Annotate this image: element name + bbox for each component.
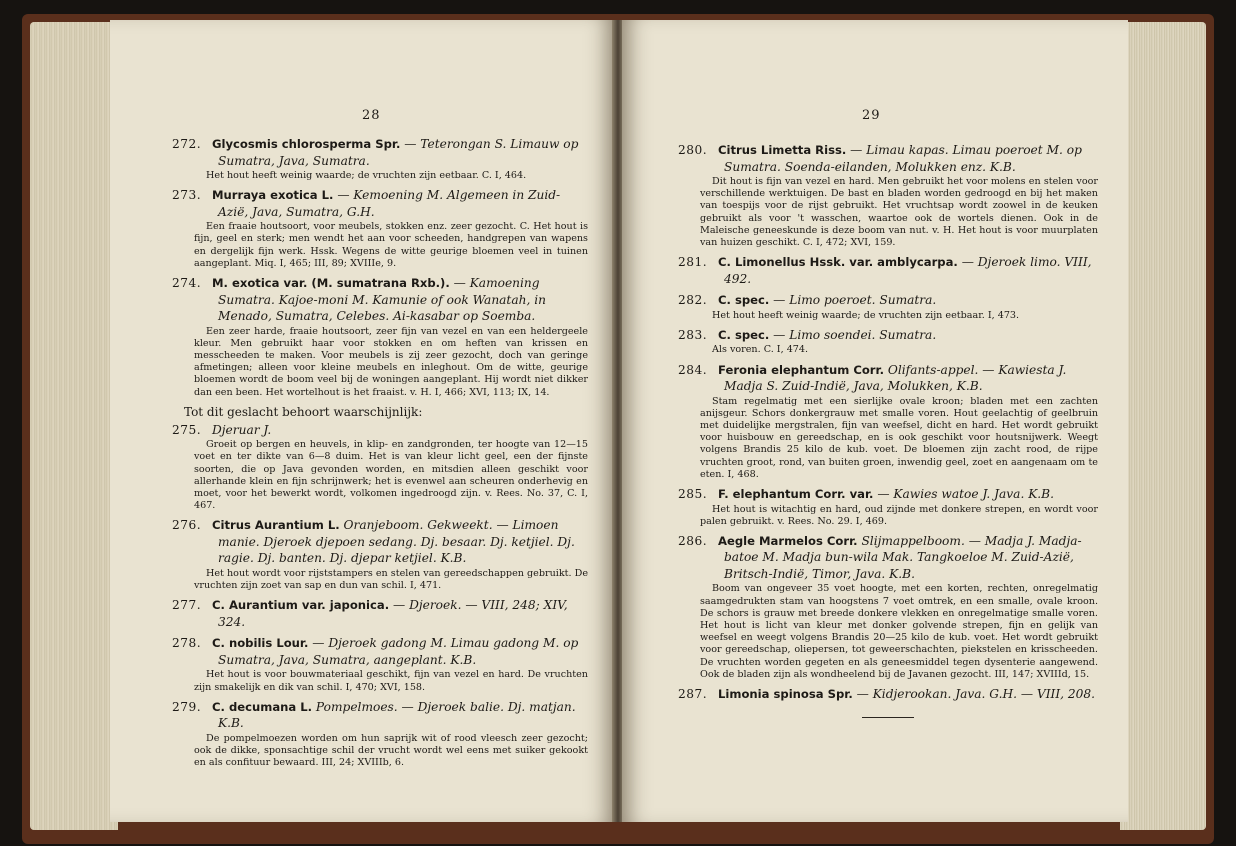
species-entry: [172, 597, 588, 630]
entry-heading: [172, 699, 588, 732]
latin-name: C. spec.: [718, 293, 770, 308]
latin-name: Aegle Marmelos Corr.: [718, 533, 858, 548]
entry-number: 274.: [172, 276, 202, 291]
entry-number: 276.: [172, 518, 202, 533]
description-text: Boom van ongeveer 35 voet hoogte, met een korten, rechten, onregelmatig saamgedrukten stam van hoogstens 7 voet omtrek, en een smalle, ovale kroon. De schors is grauw met breede donkere vlekken en onregelmatige smalle voren. Het hout is licht van kleur met donker golvende strepen, fijn en gelijk van weefsel en weegt volgens Brandis 20—25 kilo de kub. voet. Het wordt gebruikt voor gereedschap, oliepersen, tot geweerschachten, piekstelen en krisscheeden. De vruchten worden gegeten en als geneesmiddel tegen dysenterie aangewend. Ook de bladen zijn als wondheelend bij de Javanen gezocht. III, 147; XVIIId, 15.: [700, 583, 1098, 680]
species-entry: [172, 422, 588, 513]
entry-number: 279.: [172, 699, 202, 714]
entry-heading: [678, 254, 1098, 287]
right-page: [622, 20, 1128, 822]
vernacular-names: Olifants-appel. — Kawiesta J. Madja S. Zuid-Indië, Java, Molukken, K.B.: [724, 362, 1067, 394]
entry-description: [678, 176, 1098, 249]
entry-heading: [678, 362, 1098, 395]
species-entry: [678, 327, 1098, 357]
entry-heading: [172, 136, 588, 169]
entry-heading: [678, 292, 1098, 309]
entry-description: [172, 669, 588, 693]
entry-description: [172, 439, 588, 512]
entry-description: [678, 396, 1098, 481]
vernacular-names: — Teterongan S. Limauw op Sumatra, Java, Sumatra.: [218, 137, 579, 168]
vernacular-names: — Djeroek limo. VIII, 492.: [724, 255, 1092, 286]
description-text: Het hout heeft weinig waarde; de vruchten zijn eetbaar. I, 473.: [712, 309, 1020, 321]
vernacular-names: — Limau kapas. Limau poeroet M. op Sumatra. Soenda-eilanden, Molukken enz. K.B.: [724, 143, 1082, 174]
vernacular-names: Djeruar J.: [212, 422, 272, 437]
vernacular-names: — Kemoening M. Algemeen in Zuid-Azië, Java, Sumatra, G.H.: [218, 188, 561, 219]
entry-number: 283.: [678, 327, 708, 342]
left-page: [110, 20, 614, 822]
entry-heading: [678, 142, 1098, 175]
entry-number: 277.: [172, 598, 202, 613]
species-entry: [678, 254, 1098, 287]
description-text: Groeit op bergen en heuvels, in klip- en zandgronden, ter hoogte van 12—15 voet en ter dikte van 6—8 duim. Het is van kleur licht geel, een der fijnste soorten, die op Java gevonden worden, en mitsdien alleen geschikt voor allerhande klein en fijn schrijnwerk; het is evenwel aan scheuren onderhevig en moet, voor het bewerkt wordt, volkomen ingedroogd zijn. v. Rees. No. 37, C. I, 467.: [194, 439, 588, 512]
entry-heading: [172, 187, 588, 220]
vernacular-names: — Kawies watoe J. Java. K.B.: [873, 487, 1054, 502]
latin-name: C. decumana L.: [212, 699, 313, 714]
entry-heading: [172, 635, 588, 668]
description-text: Een zeer harde, fraaie houtsoort, zeer fijn van vezel en van een heldergeele kleur. Men gebruikt haar voor stokken en om heften van krissen en messcheeden te maken. Voor meubels is zij zeer gezocht, doch van geringe afmetingen; alleen voor kleine meubels en inleghout. Om de witte, geurige bloemen wordt de boom veel bij de woningen aangeplant. Hij wordt niet dikker dan een been. Het wortelhout is het fraaist. v. H. I, 466; XVI, 113; IX, 14.: [194, 325, 588, 398]
entry-number: 286.: [678, 533, 708, 548]
right-page-content: [678, 142, 1098, 718]
latin-name: Feronia elephantum Corr.: [718, 362, 884, 377]
left-page-content: [172, 136, 588, 774]
entry-heading: [172, 517, 588, 567]
description-text: Het hout is voor bouwmateriaal geschikt, fijn van vezel en hard. De vruchten zijn smakelijk en dik van schil. I, 470; XVI, 158.: [194, 669, 588, 693]
entry-number: 282.: [678, 293, 708, 308]
description-text: Een fraaie houtsoort, voor meubels, stokken enz. zeer gezocht. C. Het hout is fijn, geel en sterk; men wendt het aan voor scheeden, handgrepen van wapens en dergelijk fijn werk. Hssk. Wegens de witte geurige bloemen veel in tuinen aangeplant. Miq. I, 465; III, 89; XVIIIe, 9.: [194, 221, 588, 269]
description-text: Stam regelmatig met een sierlijke ovale kroon; bladen met een zachten anijsgeur. Schors donkergrauw met smalle voren. Hout geelachtig of geelbruin met duidelijke mergstralen, fijn van weefsel, dicht en hard. Het wordt gebruikt voor huisbouw en gereedschap, en is ook geschikt voor houtsnijwerk. Weegt volgens Brandis 25 kilo de kub. voet. De bloemen zijn zacht rood, de rijpe vruchten groot, rond, van buiten groen, inwendig geel, zoet en aangenaam om te eten. I, 468.: [700, 395, 1098, 480]
species-entry: [678, 533, 1098, 681]
entry-heading: [172, 597, 588, 630]
entry-number: 284.: [678, 362, 708, 377]
vernacular-names: Slijmappelboom. — Madja J. Madja-batoe M. Madja bun-wila Mak. Tangkoeloe M. Zuid-Azië, Britsch-Indië, Timor, Java. K.B.: [724, 533, 1082, 581]
page-number: 29: [862, 108, 881, 123]
species-entry: [172, 517, 588, 592]
entry-description: [172, 326, 588, 399]
entry-number: 285.: [678, 487, 708, 502]
entry-number: 278.: [172, 636, 202, 651]
latin-name: C. Limonellus Hssk. var. amblycarpa.: [718, 255, 958, 270]
entry-heading: [678, 486, 1098, 503]
species-entry: [678, 142, 1098, 249]
entry-number: 272.: [172, 137, 202, 151]
species-entry: [172, 136, 588, 182]
latin-name: Glycosmis chlorosperma Spr.: [212, 137, 401, 151]
entry-description: [172, 170, 588, 182]
species-entry: [172, 187, 588, 270]
species-entry: [678, 362, 1098, 481]
entry-description: [678, 583, 1098, 681]
entry-heading: [678, 327, 1098, 344]
page-edges-left: [30, 22, 118, 830]
vernacular-names: — Djeroek gadong M. Limau gadong M. op Sumatra, Java, Sumatra, aangeplant. K.B.: [218, 636, 579, 667]
entry-description: [678, 344, 1098, 356]
species-entry: [172, 635, 588, 693]
latin-name: M. exotica var. (M. sumatrana Rxb.).: [212, 276, 450, 291]
latin-name: C. spec.: [718, 327, 770, 342]
description-text: Dit hout is fijn van vezel en hard. Men gebruikt het voor molens en stelen voor verschillende werktuigen. De bast en bladen worden gedroogd en bij het maken van toespijs voor de rijst gebruikt. Het vruchtsap wordt zoowel in de keuken gebruikt als voor 't wasschen, waartoe ook de wortels dienen. Ook in de Maleische geneeskunde is deze boom van nut. v. H. Het hout is voor muurplaten van huizen geschikt. C. I, 472; XVI, 159.: [700, 176, 1098, 249]
section-note: Tot dit geslacht behoort waarschijnlijk:: [184, 404, 423, 419]
vernacular-names: — Kamoening Sumatra. Kajoe-moni M. Kamunie of ook Wanatah, in Menado, Sumatra, Celebes. Ai-kasabar op Soemba.: [218, 276, 546, 324]
entry-description: [172, 221, 588, 270]
entry-number: 287.: [678, 687, 708, 702]
description-text: De pompelmoezen worden om hun saprijk wit of rood vleesch zeer gezocht; ook de dikke, sponsachtige schil der vrucht wordt wel eens met suiker gekookt en als confituur bewaard. III, 24; XVIIIb, 6.: [194, 732, 588, 769]
species-entry: [678, 686, 1098, 703]
entry-heading: [678, 686, 1098, 703]
entry-number: 275.: [172, 422, 202, 437]
description-text: Het hout heeft weinig waarde; de vruchten zijn eetbaar. C. I, 464.: [206, 170, 527, 181]
vernacular-names: — Limo soendei. Sumatra.: [769, 327, 937, 342]
vernacular-names: — Kidjerookan. Java. G.H. — VIII, 208.: [852, 687, 1096, 702]
latin-name: Limonia spinosa Spr.: [718, 687, 853, 702]
latin-name: Citrus Aurantium L.: [212, 518, 340, 533]
species-entry: [678, 486, 1098, 528]
entry-number: 273.: [172, 188, 202, 203]
entry-number: 280.: [678, 143, 708, 157]
entry-number: 281.: [678, 255, 708, 270]
species-entry: [678, 292, 1098, 322]
page-edges-right: [1120, 22, 1206, 830]
latin-name: Citrus Limetta Riss.: [718, 143, 847, 157]
latin-name: Murraya exotica L.: [212, 188, 334, 203]
entry-description: [172, 568, 588, 592]
entry-description: [172, 733, 588, 770]
entry-heading: [172, 275, 588, 325]
description-text: Het hout is witachtig en hard, oud zijnde met donkere strepen, en wordt voor palen gebruikt. v. Rees. No. 29. I, 469.: [700, 503, 1098, 527]
latin-name: C. nobilis Lour.: [212, 636, 309, 651]
description-text: Het hout wordt voor rijststampers en stelen van gereedschappen gebruikt. De vruchten zijn zoet van sap en dun van schil. I, 471.: [194, 567, 588, 592]
entry-description: [678, 504, 1098, 528]
species-entry: [172, 699, 588, 770]
entry-heading: [172, 422, 588, 439]
latin-name: C. Aurantium var. japonica.: [212, 598, 390, 613]
vernacular-names: Oranjeboom. Gekweekt. — Limoen manie. Djeroek djepoen sedang. Dj. besaar. Dj. ketjiel. Dj. ragie. Dj. banten. Dj. djepar ketjiel. K.B.: [218, 518, 575, 566]
vernacular-names: — Djeroek. — VIII, 248; XIV, 324.: [218, 598, 568, 629]
entry-heading: [678, 533, 1098, 583]
end-rule: [862, 717, 914, 718]
species-entry: [172, 275, 588, 399]
entry-description: [678, 310, 1098, 322]
vernacular-names: Pompelmoes. — Djeroek balie. Dj. matjan. K.B.: [218, 699, 576, 731]
page-number: 28: [362, 108, 381, 123]
latin-name: F. elephantum Corr. var.: [718, 487, 874, 502]
vernacular-names: — Limo poeroet. Sumatra.: [769, 293, 937, 308]
description-text: Als voren. C. I, 474.: [712, 344, 809, 356]
